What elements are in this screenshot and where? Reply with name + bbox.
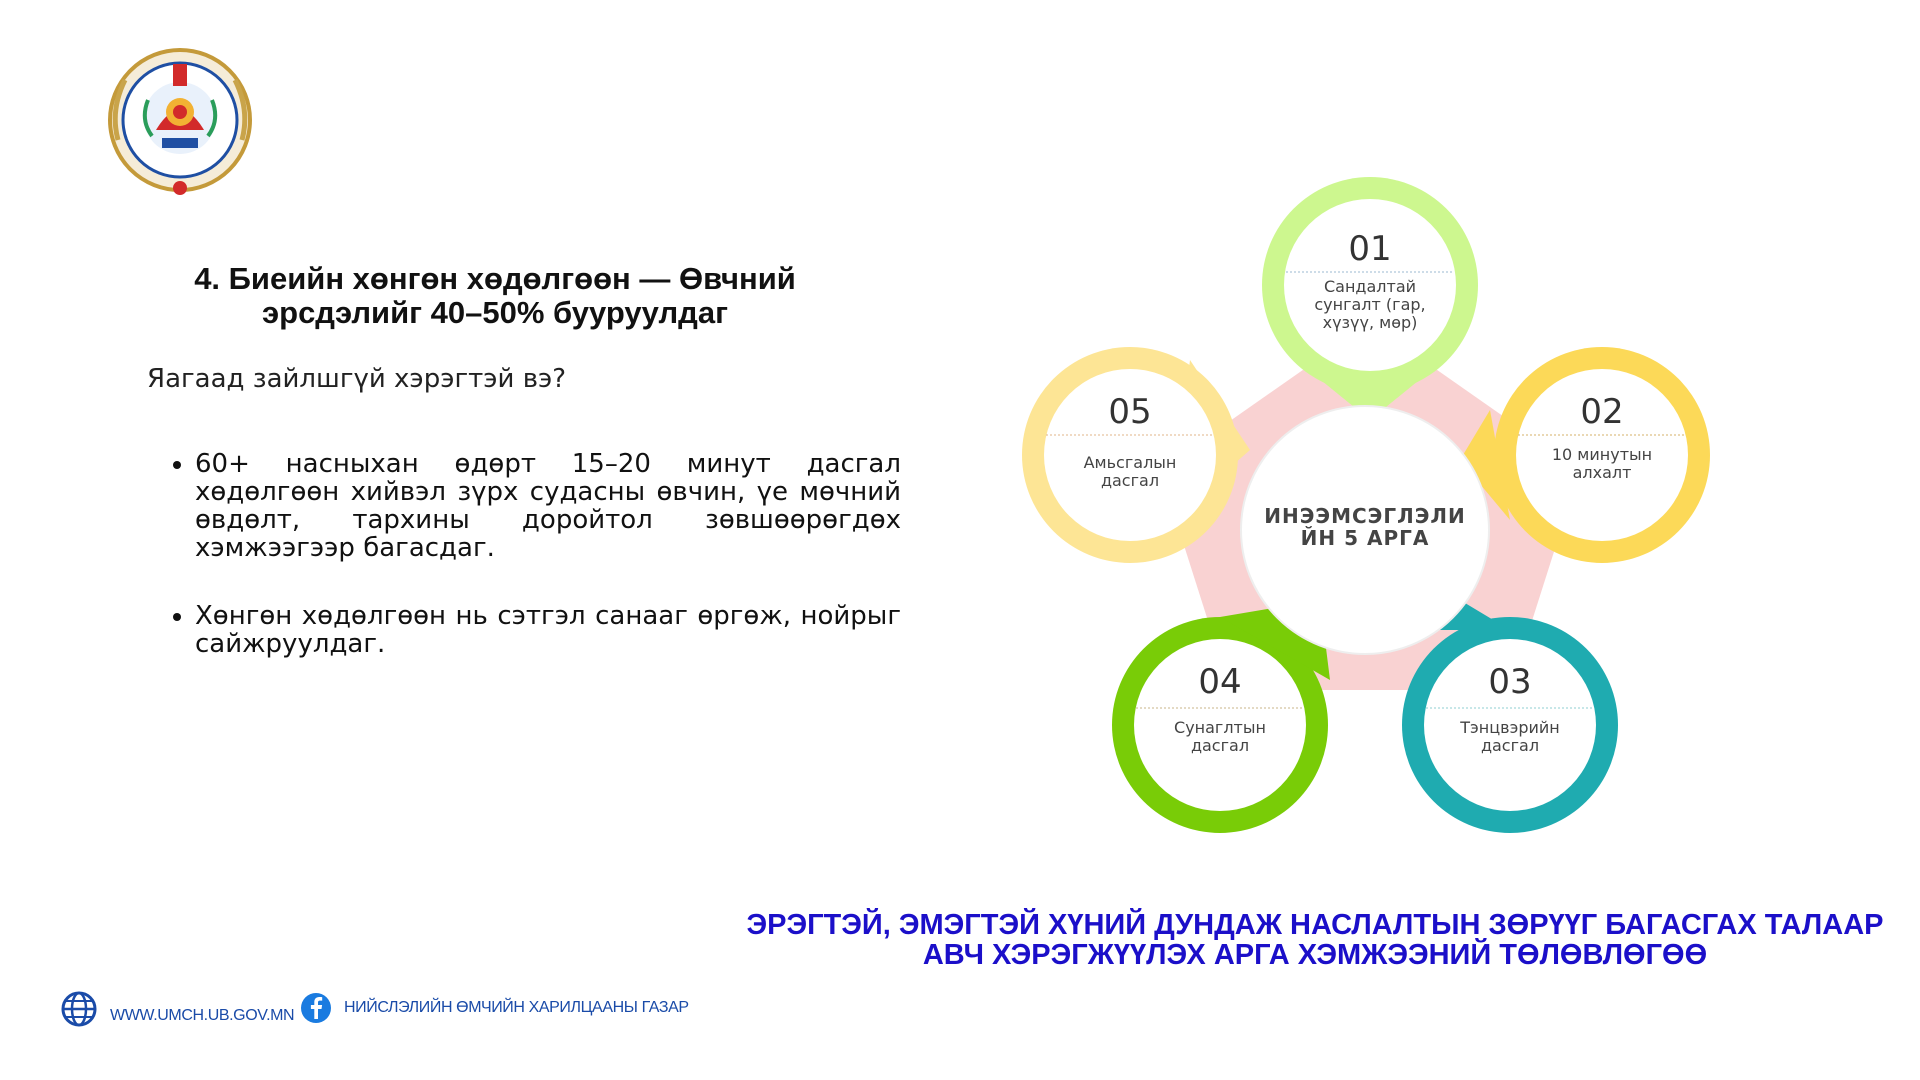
method-number: 03 <box>1488 662 1532 702</box>
page-title: 4. Биеийн хөнгөн хөдөлгөөн — Өвчний эрсдэлийг 40–50% бууруулдаг <box>194 261 796 330</box>
bullet-list <box>162 450 901 698</box>
method-label: Тэнцвэрийн <box>1460 718 1560 737</box>
diagram-center <box>1241 406 1489 654</box>
method-label: дасгал <box>1480 736 1540 755</box>
method-label: Сунаглтын <box>1174 718 1266 737</box>
method-label: дасгал <box>1100 471 1160 490</box>
facebook-icon <box>300 992 332 1024</box>
section-subtitle: Яагаад зайлшгүй хэрэгтэй вэ? <box>147 364 567 394</box>
bullet-item: • Хөнгөн хөдөлгөөн нь сэтгэл санааг өргөж, нойрыг сайжруулдаг. <box>195 602 901 658</box>
website-link[interactable]: WWW.UMCH.UB.GOV.MN <box>110 1007 295 1024</box>
organization-emblem-icon <box>100 40 260 200</box>
method-label: хүзүү, мөр) <box>1322 313 1418 332</box>
method-label: алхалт <box>1572 463 1632 482</box>
footer-website[interactable] <box>60 990 294 1028</box>
method-label: Сандалтай <box>1323 277 1417 296</box>
method-number: 05 <box>1108 392 1152 432</box>
footer-facebook[interactable] <box>300 992 689 1024</box>
organization-logo <box>100 40 260 200</box>
center-label: ЙН 5 АРГА <box>1300 526 1430 550</box>
center-label: ИНЭЭМСЭГЛЭЛИ <box>1264 504 1466 528</box>
method-number: 02 <box>1580 392 1624 432</box>
method-label: Амьсгалын <box>1083 453 1177 472</box>
method-number: 01 <box>1348 229 1392 269</box>
globe-icon <box>60 990 98 1028</box>
plan-title: ЭРЭГТЭЙ, ЭМЭГТЭЙ ХҮНИЙ ДУНДАЖ НАСЛАЛТЫН ЗӨРҮҮГ БАГАСГАХ ТАЛААР АВЧ ХЭРЭГЖҮҮЛЭХ АРГА ХЭМЖЭЭНИЙ ТӨЛӨВЛӨГӨӨ <box>746 909 1884 971</box>
five-methods-diagram <box>990 160 1750 860</box>
method-label: 10 минутын <box>1551 445 1653 464</box>
method-label: сунгалт (гар, <box>1314 295 1426 314</box>
method-label: дасгал <box>1190 736 1250 755</box>
facebook-link[interactable]: НИЙСЛЭЛИЙН ӨМЧИЙН ХАРИЛЦААНЫ ГАЗАР <box>344 999 689 1016</box>
bullet-item: • 60+ насныхан өдөрт 15–20 минут дасгал хөдөлгөөн хийвэл зүрх судасны өвчин, үе мөчний өвдөлт, тархины доройтол зөвшөөрөгдөх хэмжээгээр багасдаг. <box>195 450 901 562</box>
method-number: 04 <box>1198 662 1242 702</box>
